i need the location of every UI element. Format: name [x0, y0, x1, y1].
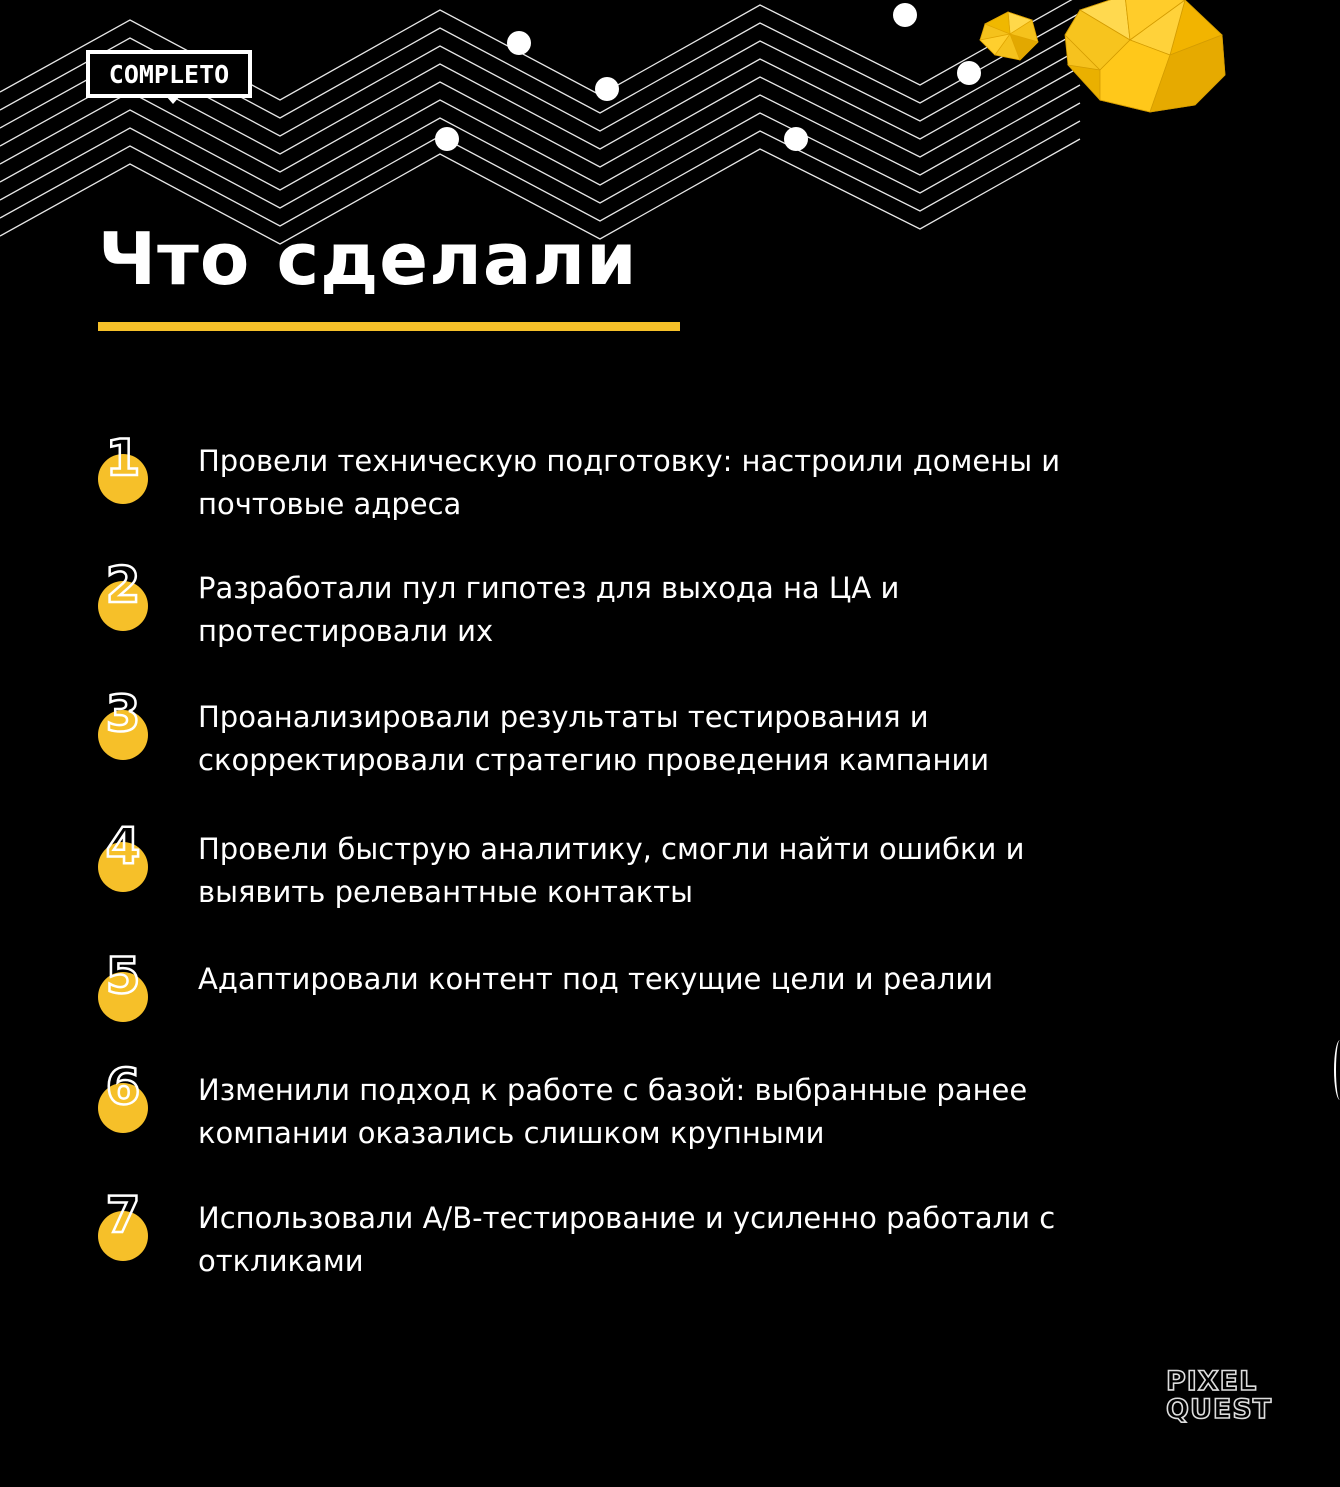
edge-arc-decoration	[1334, 1040, 1340, 1100]
pixel-quest-logo	[1166, 1368, 1290, 1424]
step-number: 6	[105, 1058, 141, 1116]
pixel-quest-logo-line: PIXEL	[1166, 1366, 1258, 1397]
pixel-quest-logo-line: QUEST	[1166, 1394, 1273, 1425]
step-number-badge	[98, 947, 150, 1016]
step-text: Использовали A/B-тестирование и усиленно работали с откликами	[198, 1201, 1056, 1278]
step-text: Адаптировали контент под текущие цели и реалии	[198, 962, 994, 996]
step-text: Провели техническую подготовку: настроили домены и почтовые адреса	[198, 444, 1061, 521]
step-text: Разработали пул гипотез для выхода на ЦА и протестировали их	[198, 571, 900, 648]
logo-text: COMPLETO	[108, 59, 230, 89]
step-text: Провели быструю аналитику, смогли найти ошибки и выявить релевантные контакты	[198, 832, 1025, 909]
step-number: 5	[105, 947, 141, 1005]
step-number: 4	[105, 817, 141, 875]
step-text: Проанализировали результаты тестирования и скорректировали стратегию проведения кампании	[198, 700, 990, 777]
step-number: 2	[105, 556, 141, 614]
step-number: 3	[105, 685, 141, 743]
step-number: 1	[105, 429, 141, 487]
page-title: Что сделали	[98, 217, 638, 301]
step-number-badge	[98, 1186, 150, 1255]
step-number-badge	[98, 429, 150, 498]
step-text: Изменили подход к работе с базой: выбранные ранее компании оказались слишком крупными	[198, 1073, 1028, 1150]
step-number-badge	[98, 556, 150, 625]
step-number: 7	[105, 1186, 141, 1244]
step-number-badge	[98, 817, 150, 886]
step-number-badge	[98, 1058, 150, 1127]
step-number-badge	[98, 685, 150, 754]
